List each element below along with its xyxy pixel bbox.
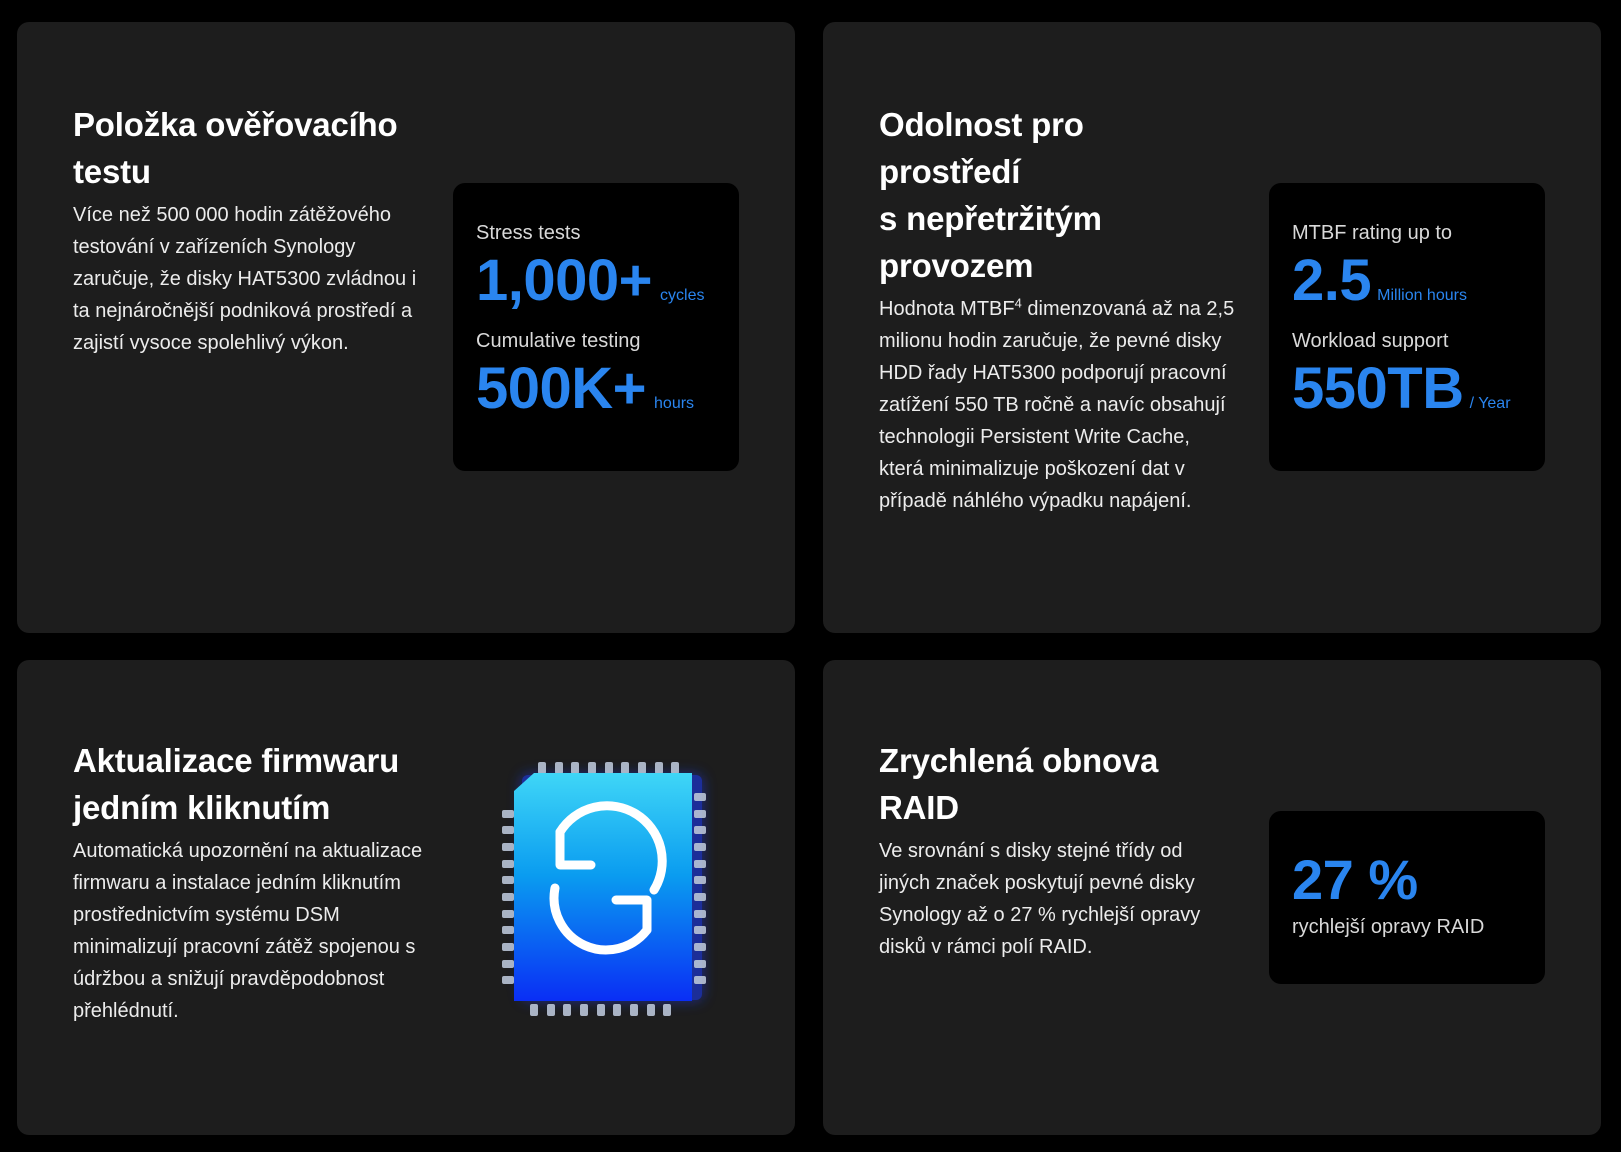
card-title-line: provozem — [879, 247, 1034, 284]
card-text — [73, 737, 433, 1027]
card-title-line: prostředí — [879, 153, 1021, 190]
description-text: dimenzovaná až na 2,5 milionu hodin zaručuje, že pevné disky HDD řady HAT5300 podporují pracovní zatížení 550 TB ročně a navíc obsahují technologii Persistent Write Cache, která minimalizuje poškození dat v případě náhlého výpadku napájení. — [879, 298, 1235, 512]
stat-label: Stress tests — [476, 222, 581, 244]
stat-unit: / Year — [1469, 395, 1511, 412]
stat-label: rychlejší opravy RAID — [1292, 916, 1485, 938]
feature-card-firmware-update — [17, 660, 795, 1135]
card-description — [879, 293, 1239, 517]
card-title: Položka ověřovacího testu — [73, 106, 398, 190]
card-description: Automatická upozornění na aktualizace firmwaru a instalace jedním kliknutím prostřednictvím systému DSM minimalizují pracovní zátěž spojenou s údržbou a snižují pravděpodobnost přehlédnutí. — [73, 840, 423, 1022]
chip-refresh-icon — [482, 740, 732, 1040]
card-text — [879, 101, 1239, 517]
stat-label: Workload support — [1292, 330, 1449, 352]
feature-card-verification-test — [17, 22, 795, 633]
card-description: Ve srovnání s disky stejné třídy od jiných značek poskytují pevné disky Synology až o 27 % rychlejší opravy disků v rámci polí RAID. — [879, 840, 1201, 958]
stat-row — [1292, 355, 1545, 423]
card-title-line: s nepřetržitým — [879, 200, 1102, 237]
stat-value: 500K+ — [476, 356, 647, 421]
card-description: Více než 500 000 hodin zátěžového testování v zařízeních Synology zaručuje, že disky HAT5300 zvládnou i ta nejnáročnější podniková prostředí a zajistí vysoce spolehlivý výkon. — [73, 204, 417, 354]
card-title-line: Odolnost pro — [879, 106, 1084, 143]
stat-row — [476, 247, 739, 315]
stats-panel — [453, 183, 739, 471]
card-text — [73, 101, 433, 359]
footnote-marker[interactable]: 4 — [1014, 295, 1022, 311]
stat-value: 1,000+ — [476, 248, 653, 313]
stat-label: Cumulative testing — [476, 330, 641, 352]
stat-row — [1292, 849, 1545, 911]
stat-label: MTBF rating up to — [1292, 222, 1453, 244]
stat-value: 550TB — [1292, 356, 1464, 421]
feature-card-raid-rebuild — [823, 660, 1601, 1135]
stat-unit: Million hours — [1377, 287, 1467, 304]
card-title: Zrychlená obnova RAID — [879, 742, 1159, 826]
feature-card-24-7-durability — [823, 22, 1601, 633]
stat-row — [1292, 247, 1545, 315]
stat-unit: hours — [654, 395, 695, 412]
stat-value: 2.5 — [1292, 248, 1372, 313]
card-text — [879, 737, 1239, 963]
stats-panel — [1269, 183, 1545, 471]
card-title: Aktualizace firmwaru jedním kliknutím — [73, 742, 400, 826]
card-title — [879, 101, 1239, 289]
stat-value: 27 % — [1292, 848, 1418, 911]
description-text: Hodnota MTBF — [879, 298, 1015, 320]
stats-panel — [1269, 811, 1545, 984]
stat-unit: cycles — [660, 287, 705, 304]
stat-row — [476, 355, 739, 423]
